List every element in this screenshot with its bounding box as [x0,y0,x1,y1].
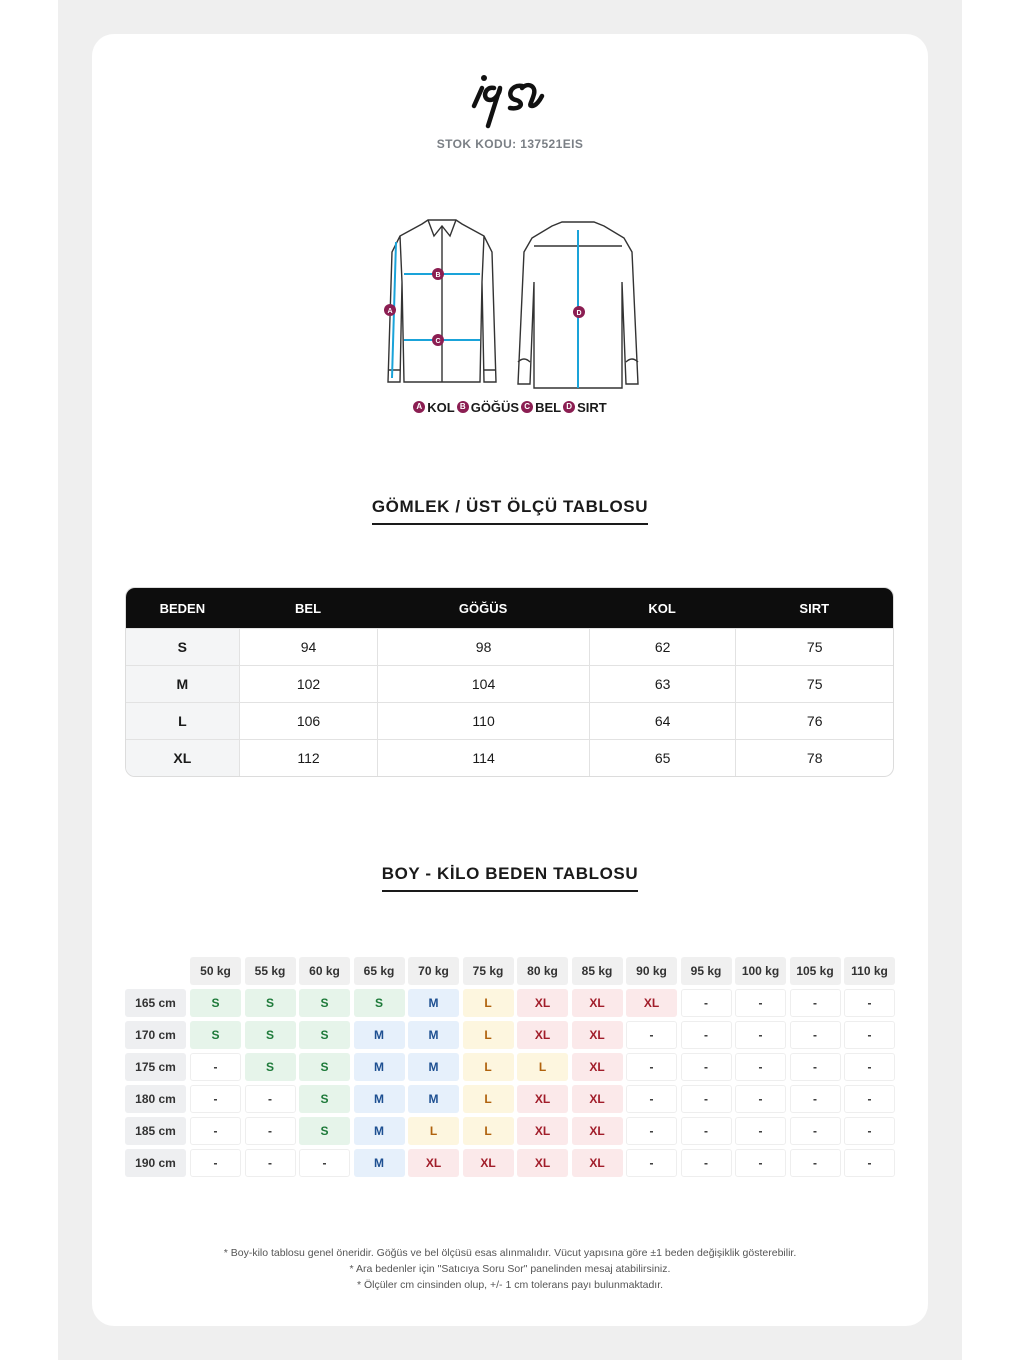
legend-marker: A [413,401,425,413]
height-row [125,1019,899,1051]
size-recommendation-cell: - [681,1117,732,1145]
size-recommendation-cell: XL [572,1053,623,1081]
size-recommendation-cell: XL [517,1117,568,1145]
stock-code: STOK KODU: 137521EIS [436,137,584,151]
svg-text:B: B [435,272,441,279]
footnote: * Ara bedenler için "Satıcıya Soru Sor" panelinden mesaj atabilirsiniz. [349,1263,671,1275]
height-label: 170 cm [125,1021,186,1049]
size-table-title [0,497,1020,525]
size-recommendation-cell: - [190,1149,241,1177]
size-recommendation-cell: - [844,1085,895,1113]
size-recommendation-cell: - [844,1053,895,1081]
height-label: 190 cm [125,1149,186,1177]
size-recommendation-cell: S [299,1085,350,1113]
size-recommendation-cell: L [463,1085,514,1113]
value-cell: 102 [239,666,378,702]
size-recommendation-cell: - [735,1149,786,1177]
size-recommendation-cell: M [354,1085,405,1113]
weight-header: 55 kg [245,957,296,985]
height-row [125,1051,899,1083]
boy-kilo-title-text: BOY - KİLO BEDEN TABLOSU [382,864,639,892]
size-recommendation-cell: XL [572,989,623,1017]
size-table-title-text: GÖMLEK / ÜST ÖLÇÜ TABLOSU [372,497,648,525]
legend-label: BEL [535,399,562,415]
legend-item [413,400,454,415]
svg-text:C: C [435,338,441,345]
weight-header: 90 kg [626,957,677,985]
size-recommendation-cell: - [844,1149,895,1177]
size-recommendation-cell: XL [517,1149,568,1177]
measure-markers [384,268,585,346]
footnote: * Boy-kilo tablosu genel öneridir. Göğüs ve bel ölçüsü esas alınmalıdır. Vücut yapısına göre ±1 beden değişiklik gösterebilir. [223,1247,797,1259]
size-recommendation-cell: - [681,989,732,1017]
size-recommendation-cell: - [681,1021,732,1049]
size-recommendation-cell: XL [572,1021,623,1049]
size-recommendation-cell: XL [517,1085,568,1113]
size-recommendation-cell: - [626,1085,677,1113]
size-recommendation-cell: - [681,1085,732,1113]
size-recommendation-cell: M [354,1021,405,1049]
size-recommendation-cell: M [408,989,459,1017]
shirt-front [388,220,496,382]
size-recommendation-cell: S [245,989,296,1017]
size-recommendation-cell: M [354,1149,405,1177]
weight-header: 85 kg [572,957,623,985]
size-recommendation-cell: - [299,1149,350,1177]
weight-header: 80 kg [517,957,568,985]
size-recommendation-cell: S [299,1053,350,1081]
height-row [125,987,899,1019]
value-cell: 114 [377,740,588,776]
legend-marker: D [563,401,575,413]
height-label: 175 cm [125,1053,186,1081]
svg-text:D: D [576,310,582,317]
size-recommendation-cell: - [735,1117,786,1145]
size-recommendation-cell: XL [408,1149,459,1177]
size-recommendation-cell: XL [572,1085,623,1113]
size-table-header [126,588,893,628]
value-cell: 106 [239,703,378,739]
size-cell: L [126,703,239,739]
size-recommendation-cell: S [190,1021,241,1049]
size-recommendation-cell: - [735,1021,786,1049]
size-recommendation-cell: M [354,1053,405,1081]
value-cell: 98 [377,629,588,665]
size-cell: M [126,666,239,702]
size-recommendation-cell: XL [517,1021,568,1049]
footnote: * Ölçüler cm cinsinden olup, +/- 1 cm tolerans payı bulunmaktadır. [356,1279,664,1291]
header-cell: BEL [295,600,322,616]
size-recommendation-cell: S [299,989,350,1017]
size-recommendation-cell: - [190,1085,241,1113]
header-cell: GÖĞÜS [458,600,508,616]
svg-text:A: A [387,308,393,315]
boy-kilo-grid [125,955,899,1179]
footnotes [0,1245,1020,1293]
size-recommendation-cell: - [626,1149,677,1177]
table-row [126,702,893,739]
size-recommendation-cell: - [844,1021,895,1049]
size-recommendation-cell: S [245,1021,296,1049]
value-cell: 64 [589,703,736,739]
height-row [125,1115,899,1147]
value-cell: 104 [377,666,588,702]
size-recommendation-cell: - [790,1117,841,1145]
size-recommendation-cell: M [354,1117,405,1145]
table-row [126,628,893,665]
legend-marker: C [521,401,533,413]
size-recommendation-cell: - [626,1117,677,1145]
size-recommendation-cell: M [408,1085,459,1113]
weight-header: 70 kg [408,957,459,985]
size-recommendation-cell: S [354,989,405,1017]
legend-label: KOL [427,399,455,415]
size-recommendation-cell: XL [572,1117,623,1145]
height-row [125,1083,899,1115]
size-recommendation-cell: - [735,989,786,1017]
legend-label: GÖĞÜS [470,399,520,415]
boy-kilo-title [0,864,1020,892]
legend-item [521,400,561,415]
size-recommendation-cell: - [245,1085,296,1113]
size-recommendation-cell: XL [517,989,568,1017]
size-recommendation-cell: S [299,1021,350,1049]
size-recommendation-cell: S [190,989,241,1017]
height-label: 180 cm [125,1085,186,1113]
size-recommendation-cell: L [463,1021,514,1049]
value-cell: 62 [589,629,736,665]
size-cell: XL [126,740,239,776]
height-label: 185 cm [125,1117,186,1145]
size-recommendation-cell: - [844,1117,895,1145]
weight-header: 95 kg [681,957,732,985]
size-recommendation-cell: - [245,1149,296,1177]
header-cell: BEDEN [159,600,206,616]
size-recommendation-cell: L [463,1053,514,1081]
size-recommendation-cell: - [790,1053,841,1081]
legend-marker: B [457,401,469,413]
size-recommendation-cell: M [408,1053,459,1081]
brand-logo [470,66,550,134]
size-recommendation-cell: L [463,989,514,1017]
size-recommendation-cell: L [408,1117,459,1145]
measure-lines [392,230,578,388]
size-recommendation-cell: S [245,1053,296,1081]
size-recommendation-cell: - [735,1085,786,1113]
size-recommendation-cell: XL [626,989,677,1017]
value-cell: 110 [377,703,588,739]
size-recommendation-cell: L [517,1053,568,1081]
table-row [126,739,893,776]
legend-item [563,400,607,415]
weight-header: 100 kg [735,957,786,985]
value-cell: 65 [589,740,736,776]
header-cell: KOL [648,600,676,616]
size-recommendation-cell: XL [463,1149,514,1177]
size-recommendation-cell: - [626,1053,677,1081]
size-table [125,587,894,777]
value-cell: 75 [735,666,893,702]
shirt-measurement-diagram [372,212,648,392]
corner-cell [125,957,186,985]
size-recommendation-cell: - [190,1053,241,1081]
value-cell: 94 [239,629,378,665]
size-recommendation-cell: - [735,1053,786,1081]
weight-header: 60 kg [299,957,350,985]
size-recommendation-cell: - [190,1117,241,1145]
size-recommendation-cell: XL [572,1149,623,1177]
size-recommendation-cell: - [790,989,841,1017]
size-recommendation-cell: - [790,1085,841,1113]
weight-header: 65 kg [354,957,405,985]
value-cell: 75 [735,629,893,665]
size-cell: S [126,629,239,665]
size-recommendation-cell: S [299,1117,350,1145]
size-recommendation-cell: - [245,1117,296,1145]
table-row [126,665,893,702]
legend-item [457,400,519,415]
size-recommendation-cell: - [681,1053,732,1081]
size-recommendation-cell: M [408,1021,459,1049]
size-recommendation-cell: L [463,1117,514,1145]
measurement-legend [0,397,1020,415]
height-row [125,1147,899,1179]
value-cell: 112 [239,740,378,776]
size-recommendation-cell: - [844,989,895,1017]
size-recommendation-cell: - [681,1149,732,1177]
size-recommendation-cell: - [626,1021,677,1049]
weight-header: 110 kg [844,957,895,985]
weight-header: 105 kg [790,957,841,985]
value-cell: 63 [589,666,736,702]
legend-label: SIRT [577,399,607,415]
header-cell: SIRT [799,600,830,616]
value-cell: 78 [735,740,893,776]
weight-header-row [125,955,899,987]
weight-header: 75 kg [463,957,514,985]
value-cell: 76 [735,703,893,739]
weight-header: 50 kg [190,957,241,985]
size-recommendation-cell: - [790,1149,841,1177]
height-label: 165 cm [125,989,186,1017]
size-recommendation-cell: - [790,1021,841,1049]
